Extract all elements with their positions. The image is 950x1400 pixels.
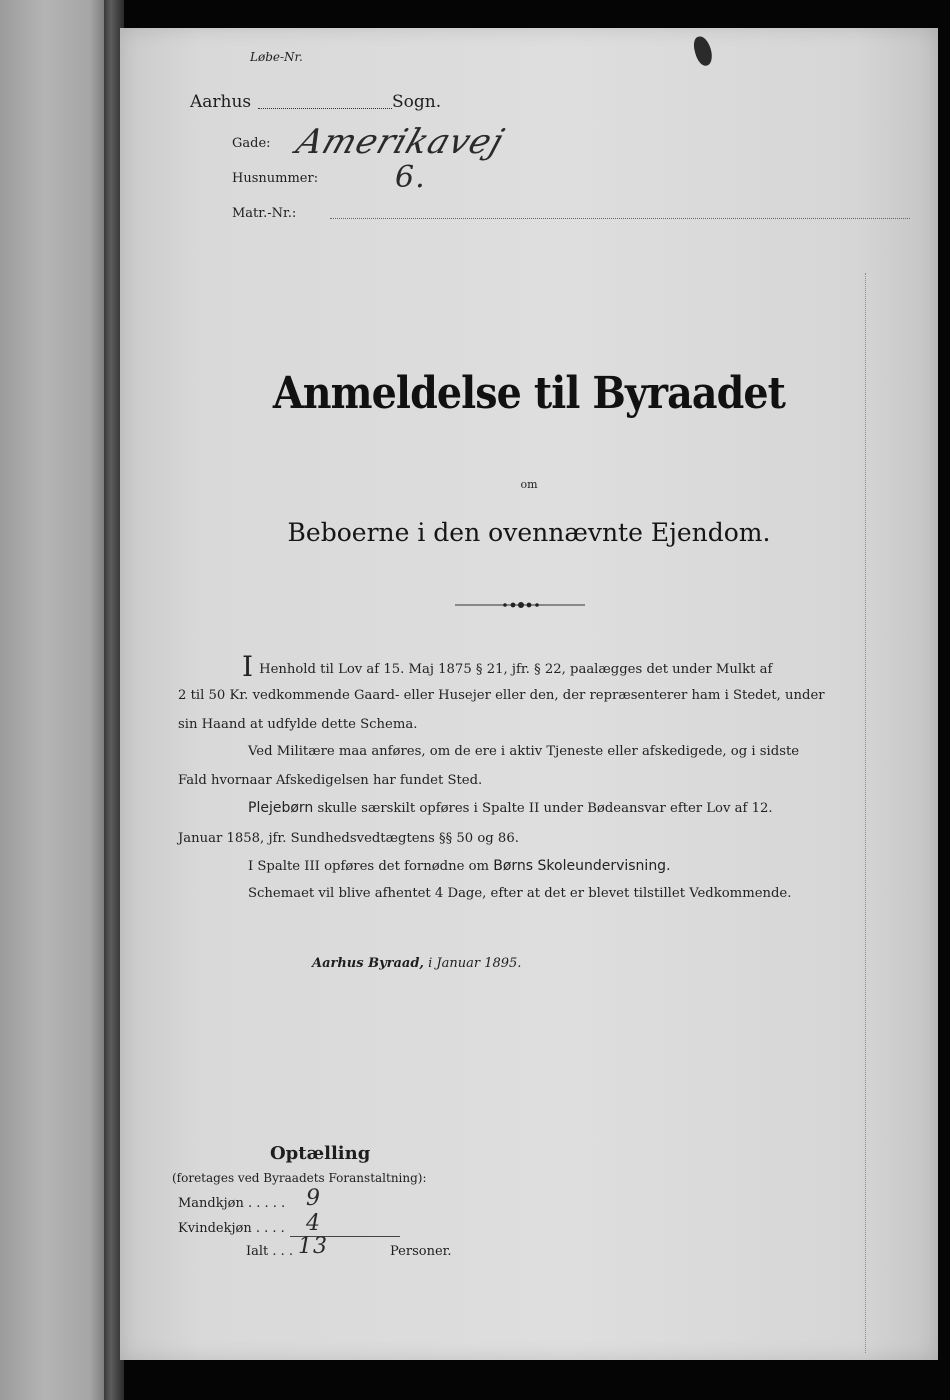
city-label: Aarhus (190, 92, 252, 112)
lobe-nr-label: Løbe-Nr. (250, 50, 303, 64)
paragraph-1-line-1 (242, 650, 772, 683)
document-title: Anmeldelse til Byraadet (272, 368, 786, 419)
matr-dotted-line (330, 218, 910, 219)
kvindekjon-value: 4 (306, 1211, 321, 1236)
issue-date: i Januar 1895. (428, 956, 522, 971)
count-note: (foretages ved Byraadets Foranstaltning): (172, 1171, 427, 1185)
adjacent-page (0, 0, 112, 1400)
paragraph-1-line-3: sin Haand at udfylde dette Schema. (178, 717, 418, 732)
ialt-label: Ialt . . . (246, 1244, 294, 1259)
paragraph-2-line-1: Ved Militære maa anføres, om de ere i aktiv Tjeneste eller afskedigede, og i sidste (248, 744, 800, 759)
paragraph-5: Schemaet vil blive afhentet 4 Dage, efter at det er blevet tilstillet Vedkommende. (248, 886, 792, 901)
count-heading: Optælling (270, 1143, 371, 1164)
paragraph-4 (248, 858, 671, 874)
ornament-divider (455, 598, 585, 612)
paragraph-2-line-2: Fald hvornaar Afskedigelsen har fundet Sted. (178, 773, 483, 788)
matr-label: Matr.-Nr.: (232, 206, 297, 221)
issuer-signature (312, 956, 521, 971)
personer-label: Personer. (390, 1244, 452, 1259)
skoleundervisning-emphasis: Børns Skoleundervisning. (493, 858, 671, 874)
paragraph-initial: I (242, 650, 254, 683)
title-connector: om (520, 478, 538, 491)
form-page (120, 28, 938, 1360)
husnummer-label: Husnummer: (232, 171, 319, 186)
sogn-dotted-line (258, 108, 392, 109)
issuer-name: Aarhus Byraad, (312, 956, 424, 971)
paragraph-3-line-1 (248, 800, 773, 816)
sogn-label: Sogn. (392, 92, 442, 112)
fold-line (865, 273, 866, 1353)
paragraph-3-line-2: Januar 1858, jfr. Sundhedsvedtægtens §§ 50 og 86. (178, 831, 519, 846)
p4-text: I Spalte III opføres det fornødne om (248, 859, 490, 874)
p3-line1-text: skulle særskilt opføres i Spalte II under Bødeansvar efter Lov af 12. (317, 801, 773, 816)
mandkjon-value: 9 (306, 1186, 321, 1211)
ink-blot (691, 34, 714, 67)
p1-line1-text: Henhold til Lov af 15. Maj 1875 § 21, jfr. § 22, paalægges det under Mulkt af (259, 662, 773, 677)
gade-label: Gade: (232, 136, 271, 151)
document-subtitle: Beboerne i den ovennævnte Ejendom. (287, 518, 771, 547)
husnummer-handwritten-value: 6. (395, 160, 426, 195)
mandkjon-label: Mandkjøn . . . . . (178, 1196, 286, 1211)
plejeborn-emphasis: Plejebørn (248, 800, 314, 816)
ialt-value: 13 (298, 1234, 328, 1259)
gade-handwritten-value: Amerikavej (291, 122, 510, 162)
paragraph-1-line-2: 2 til 50 Kr. vedkommende Gaard- eller Husejer eller den, der repræsenterer ham i Stedet, under (178, 688, 825, 703)
kvindekjon-label: Kvindekjøn . . . . (178, 1221, 285, 1236)
